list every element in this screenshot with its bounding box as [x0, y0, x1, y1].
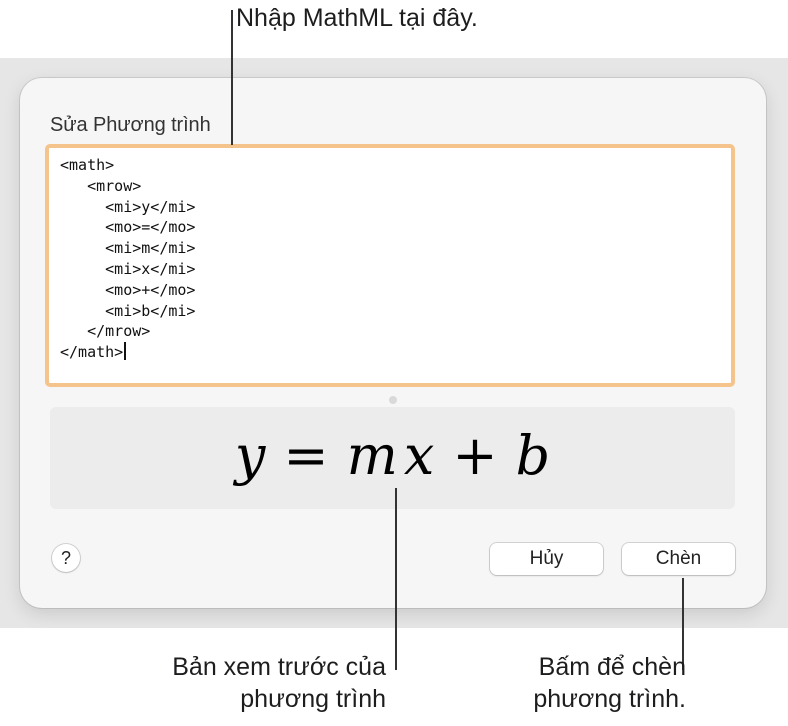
cancel-button[interactable]: Hủy — [490, 543, 603, 575]
code-line: <mrow> — [60, 176, 142, 195]
equation-var-x: x — [403, 423, 435, 487]
code-line: <mi>x</mi> — [60, 259, 196, 278]
callout-preview-line2: phương trình — [240, 685, 386, 713]
code-line: <mi>m</mi> — [60, 239, 196, 258]
callout-insert-line2: phương trình. — [533, 685, 686, 713]
code-line: <math> — [60, 156, 115, 174]
callout-preview-line1: Bản xem trước của — [172, 653, 386, 681]
equation-op-plus: + — [452, 423, 498, 487]
code-line: <mi>y</mi> — [60, 197, 196, 216]
code-line: <mo>+</mo> — [60, 280, 196, 299]
resize-handle[interactable] — [389, 396, 397, 404]
code-line: <mi>b</mi> — [60, 301, 196, 320]
equation-op-equals: = — [283, 423, 329, 487]
mathml-editor[interactable] — [45, 144, 735, 387]
callout-mathml-entry: Nhập MathML tại đây. — [236, 4, 478, 32]
equation-render — [235, 424, 550, 487]
callout-insert — [500, 651, 686, 715]
callout-line-preview — [395, 488, 397, 670]
equation-preview — [50, 407, 735, 509]
callout-insert-line1: Bấm để chèn — [538, 653, 686, 681]
callout-line-mathml — [231, 10, 233, 145]
code-line-last — [60, 342, 731, 363]
callout-preview — [172, 651, 386, 715]
code-line-text: </math> — [60, 343, 124, 362]
dialog-title: Sửa Phương trình — [50, 114, 211, 136]
equation-var-y: y — [234, 423, 266, 487]
code-line: <mo>=</mo> — [60, 218, 196, 237]
equation-var-m: m — [346, 423, 398, 487]
code-line: </mrow> — [60, 322, 151, 341]
equation-var-b: b — [515, 423, 551, 487]
help-button[interactable]: ? — [52, 544, 80, 572]
text-caret — [124, 342, 126, 360]
insert-button[interactable]: Chèn — [622, 543, 735, 575]
